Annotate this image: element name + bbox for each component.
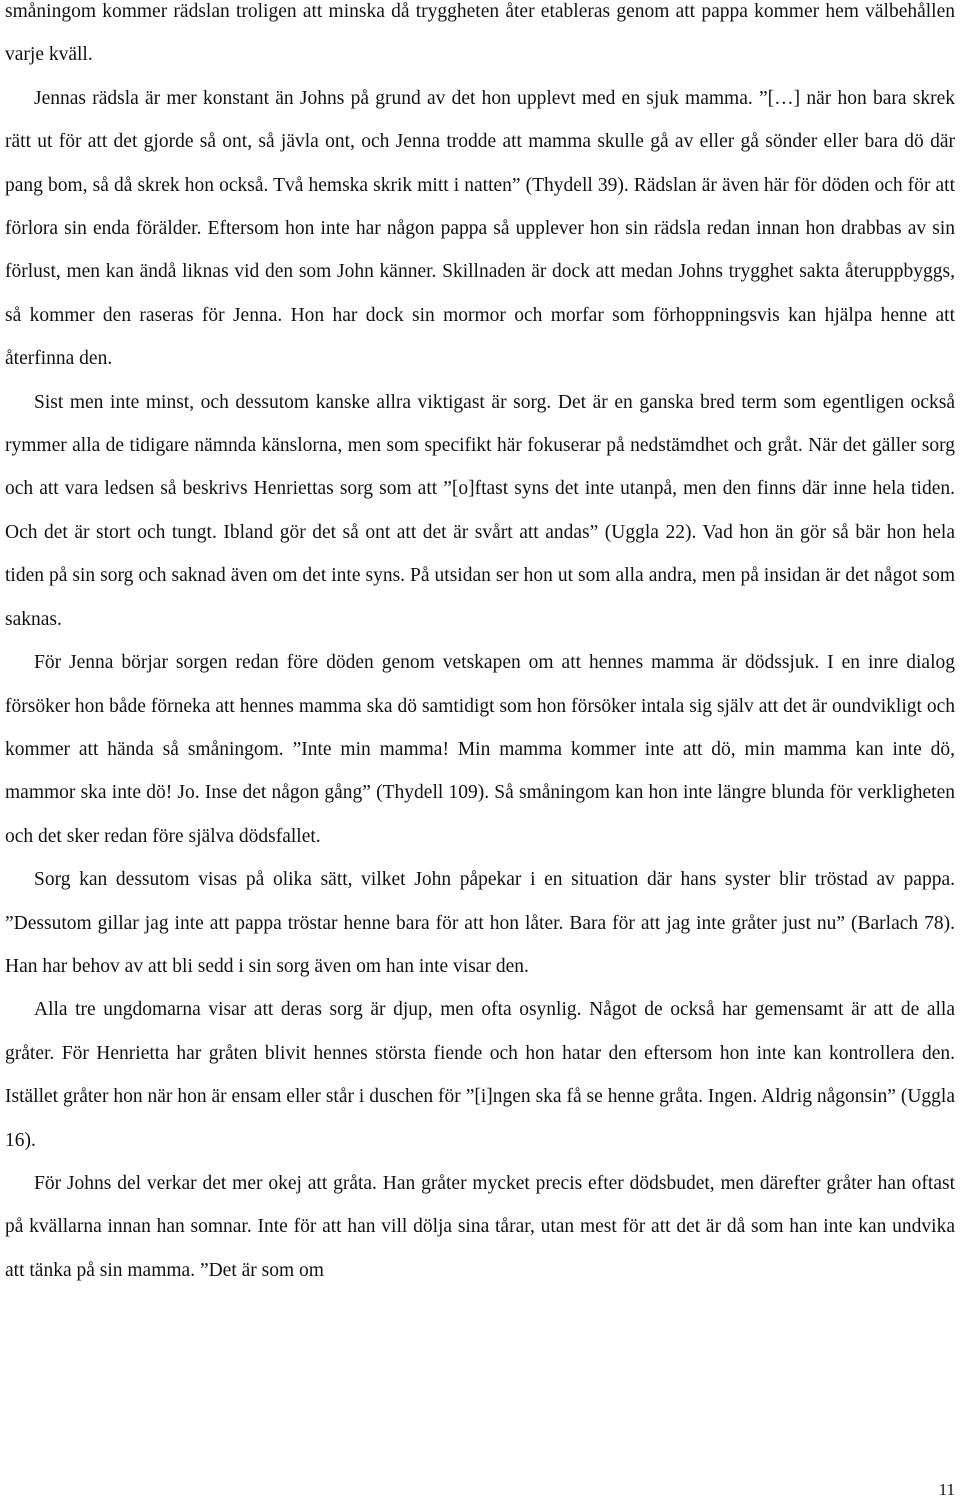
paragraph-5: Sorg kan dessutom visas på olika sätt, vilket John påpekar i en situation där hans syster blir tröstad av pappa. ”Dessutom gillar jag inte att pappa tröstar henne bara för att hon låter. Bara för att jag inte gråter just nu” (Barlach 78). Han har behov av att bli sedd i sin sorg även om han inte visar den. xyxy=(5,869,955,977)
body-text xyxy=(5,0,955,1292)
paragraph-3: Sist men inte minst, och dessutom kanske allra viktigast är sorg. Det är en ganska bred term som egentligen också rymmer alla de tidigare nämnda känslorna, men som specifikt här fokuserar på nedstämdhet och gråt. När det gäller sorg och att vara ledsen så beskrivs Henriettas sorg som att ”[o]ftast syns det inte utanpå, men den finns där inne hela tiden. Och det är stort och tungt. Ibland gör det så ont att det är svårt att andas” (Uggla 22). Vad hon än gör så bär hon hela tiden på sin sorg och saknad även om det inte syns. På utsidan ser hon ut som alla andra, men på insidan är det något som saknas. xyxy=(5,391,955,630)
page-number: 11 xyxy=(938,1480,955,1499)
paragraph-2: Jennas rädsla är mer konstant än Johns på grund av det hon upplevt med en sjuk mamma. ”[…] när hon bara skrek rätt ut för att det gjorde så ont, så jävla ont, och Jenna trodde att mamma skulle gå av eller gå sönder eller bara dö där pang bom, så då skrek hon också. Två hemska skrik mitt i natten” (Thydell 39). Rädslan är även här för döden och för att förlora sin enda förälder. Eftersom hon inte har någon pappa så upplever hon sin rädsla redan innan hon drabbas av sin förlust, men kan ändå liknas vid den som John känner. Skillnaden är dock att medan Johns trygghet sakta återuppbyggs, så kommer den raseras för Jenna. Hon har dock sin mormor och morfar som förhoppningsvis kan hjälpa henne att återfinna den. xyxy=(5,87,955,370)
paragraph-6: Alla tre ungdomarna visar att deras sorg är djup, men ofta osynlig. Något de också har gemensamt är att de alla gråter. För Henrietta har gråten blivit hennes största fiende och hon hatar den eftersom hon inte kan kontrollera den. Istället gråter hon när hon är ensam eller står i duschen för ”[i]ngen ska få se henne gråta. Ingen. Aldrig någonsin” (Uggla 16). xyxy=(5,999,955,1151)
paragraph-4: För Jenna börjar sorgen redan före döden genom vetskapen om att hennes mamma är dödssjuk. I en inre dialog försöker hon både förneka att hennes mamma ska dö samtidigt som hon försöker intala sig själv att det är oundvikligt och kommer att hända så småningom. ”Inte min mamma! Min mamma kommer inte att dö, min mamma kan inte dö, mammor ska inte dö! Jo. Inse det någon gång” (Thydell 109). Så småningom kan hon inte längre blunda för verkligheten och det sker redan före själva dödsfallet. xyxy=(5,652,955,847)
paragraph-1: småningom kommer rädslan troligen att minska då tryggheten åter etableras genom att pappa kommer hem välbehållen varje kväll. xyxy=(5,1,955,66)
paragraph-7: För Johns del verkar det mer okej att gråta. Han gråter mycket precis efter dödsbudet, men därefter gråter han oftast på kvällarna innan han somnar. Inte för att han vill dölja sina tårar, utan mest för att det är då som han inte kan undvika att tänka på sin mamma. ”Det är som om xyxy=(5,1172,955,1281)
